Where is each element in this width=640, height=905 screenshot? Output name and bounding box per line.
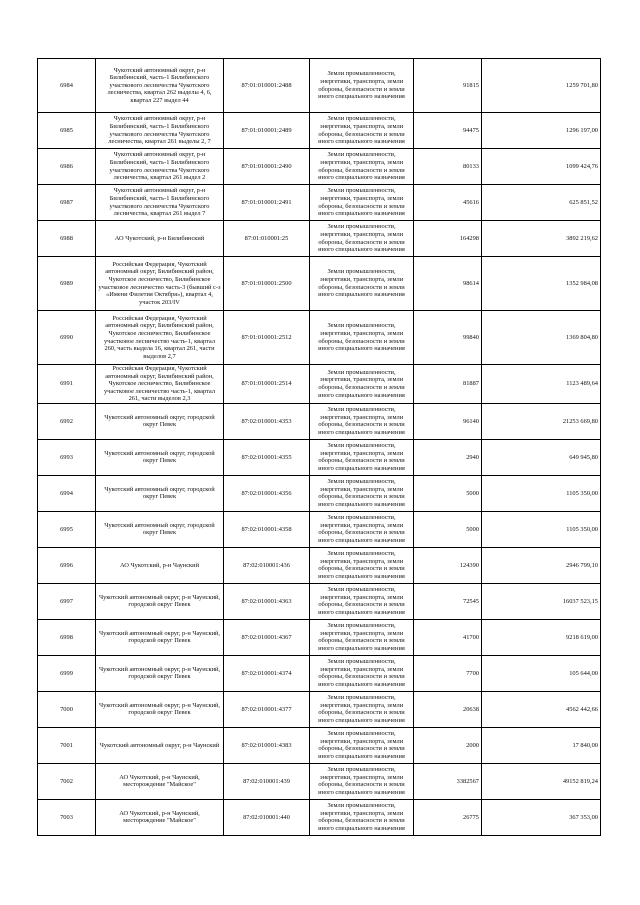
land-category-cell: Земли промышленности, энергетики, транспорта, земли обороны, безопасности и земли иного специального назначения — [310, 799, 414, 835]
area-cell: 99840 — [414, 311, 482, 365]
location-cell: Чукотский автономный округ, р-н Чаунский, городской округ Певек — [96, 691, 224, 727]
land-category-cell: Земли промышленности, энергетики, транспорта, земли обороны, безопасности и земли иного специального назначения — [310, 655, 414, 691]
table-row — [38, 257, 601, 311]
area-cell: 3382567 — [414, 763, 482, 799]
cadastral-number-cell: 87:02:010001:4363 — [224, 583, 310, 619]
cadastral-number-cell: 87:01:010001:2512 — [224, 311, 310, 365]
land-registry-table — [37, 58, 601, 836]
cadastral-value-cell: 1105 350,00 — [482, 511, 601, 547]
record-number-cell: 7001 — [38, 727, 96, 763]
record-number-cell: 7003 — [38, 799, 96, 835]
land-category-cell: Земли промышленности, энергетики, транспорта, земли обороны, безопасности и земли иного специального назначения — [310, 583, 414, 619]
location-cell: Российская Федерация, Чукотский автономный округ, Билибинский район, Чукотское лесничество, Билибинское участковое лесничество часть-3 (бывший с-з «Имени Филетия Октября»), квартал 4, участок 203/IV — [96, 257, 224, 311]
table-row — [38, 221, 601, 257]
table-row — [38, 763, 601, 799]
land-category-cell: Земли промышленности, энергетики, транспорта, земли обороны, безопасности и земли иного специального назначения — [310, 113, 414, 149]
cadastral-value-cell: 2946 799,10 — [482, 547, 601, 583]
area-cell: 5000 — [414, 511, 482, 547]
land-category-cell: Земли промышленности, энергетики, транспорта, земли обороны, безопасности и земли иного специального назначения — [310, 185, 414, 221]
cadastral-number-cell: 87:02:010001:440 — [224, 799, 310, 835]
cadastral-number-cell: 87:01:010001:2514 — [224, 365, 310, 404]
land-category-cell: Земли промышленности, энергетики, транспорта, земли обороны, безопасности и земли иного специального назначения — [310, 619, 414, 655]
location-cell: Чукотский автономный округ, городской округ Певек — [96, 403, 224, 439]
location-cell: АО Чукотский, р-н Чаунский — [96, 547, 224, 583]
land-category-cell: Земли промышленности, энергетики, транспорта, земли обороны, безопасности и земли иного специального назначения — [310, 691, 414, 727]
cadastral-number-cell: 87:02:010001:436 — [224, 547, 310, 583]
record-number-cell: 6998 — [38, 619, 96, 655]
area-cell: 164298 — [414, 221, 482, 257]
cadastral-number-cell: 87:02:010001:4377 — [224, 691, 310, 727]
cadastral-number-cell: 87:02:010001:4383 — [224, 727, 310, 763]
record-number-cell: 6993 — [38, 439, 96, 475]
area-cell: 20638 — [414, 691, 482, 727]
record-number-cell: 7000 — [38, 691, 96, 727]
area-cell: 96140 — [414, 403, 482, 439]
record-number-cell: 6984 — [38, 59, 96, 113]
location-cell: Чукотский автономный округ, городской округ Певек — [96, 511, 224, 547]
record-number-cell: 6992 — [38, 403, 96, 439]
cadastral-number-cell: 87:02:010001:4367 — [224, 619, 310, 655]
land-category-cell: Земли промышленности, энергетики, транспорта, земли обороны, безопасности и земли иного специального назначения — [310, 59, 414, 113]
record-number-cell: 6996 — [38, 547, 96, 583]
table-row — [38, 511, 601, 547]
record-number-cell: 6991 — [38, 365, 96, 404]
cadastral-value-cell: 21253 669,80 — [482, 403, 601, 439]
table-row — [38, 691, 601, 727]
cadastral-value-cell: 1259 701,80 — [482, 59, 601, 113]
record-number-cell: 6985 — [38, 113, 96, 149]
area-cell: 81887 — [414, 365, 482, 404]
table-row — [38, 439, 601, 475]
location-cell: Чукотский автономный округ, р-н Чаунский, городской округ Певек — [96, 583, 224, 619]
area-cell: 7700 — [414, 655, 482, 691]
land-category-cell: Земли промышленности, энергетики, транспорта, земли обороны, безопасности и земли иного специального назначения — [310, 439, 414, 475]
land-category-cell: Земли промышленности, энергетики, транспорта, земли обороны, безопасности и земли иного специального назначения — [310, 475, 414, 511]
location-cell: Чукотский автономный округ, городской округ Певек — [96, 475, 224, 511]
table-row — [38, 311, 601, 365]
area-cell: 41700 — [414, 619, 482, 655]
location-cell: Чукотский автономный округ, р-н Билибинский, часть-1 Билибинского участкового лесничества Чукотского лесничества, квартал 261 выделы 2, 7 — [96, 113, 224, 149]
land-category-cell: Земли промышленности, энергетики, транспорта, земли обороны, безопасности и земли иного специального назначения — [310, 727, 414, 763]
record-number-cell: 6994 — [38, 475, 96, 511]
area-cell: 2940 — [414, 439, 482, 475]
location-cell: АО Чукотский, р-н Билибинский — [96, 221, 224, 257]
cadastral-value-cell: 1352 984,08 — [482, 257, 601, 311]
area-cell: 98614 — [414, 257, 482, 311]
area-cell: 45616 — [414, 185, 482, 221]
record-number-cell: 6997 — [38, 583, 96, 619]
area-cell: 80133 — [414, 149, 482, 185]
table-row — [38, 547, 601, 583]
cadastral-number-cell: 87:02:010001:4353 — [224, 403, 310, 439]
area-cell: 26775 — [414, 799, 482, 835]
cadastral-value-cell: 1105 350,00 — [482, 475, 601, 511]
cadastral-number-cell: 87:01:010001:2488 — [224, 59, 310, 113]
cadastral-value-cell: 9218 619,00 — [482, 619, 601, 655]
table-row — [38, 727, 601, 763]
table-row — [38, 113, 601, 149]
location-cell: Чукотский автономный округ, р-н Чаунский, городской округ Певек — [96, 655, 224, 691]
table-row — [38, 619, 601, 655]
cadastral-number-cell: 87:01:010001:25 — [224, 221, 310, 257]
record-number-cell: 6987 — [38, 185, 96, 221]
record-number-cell: 6990 — [38, 311, 96, 365]
cadastral-value-cell: 16037 523,15 — [482, 583, 601, 619]
area-cell: 72545 — [414, 583, 482, 619]
cadastral-number-cell: 87:02:010001:4356 — [224, 475, 310, 511]
cadastral-value-cell: 17 840,00 — [482, 727, 601, 763]
table-row — [38, 583, 601, 619]
land-category-cell: Земли промышленности, энергетики, транспорта, земли обороны, безопасности и земли иного специального назначения — [310, 763, 414, 799]
area-cell: 5000 — [414, 475, 482, 511]
cadastral-number-cell: 87:01:010001:2491 — [224, 185, 310, 221]
cadastral-value-cell: 3892 219,62 — [482, 221, 601, 257]
area-cell: 124390 — [414, 547, 482, 583]
cadastral-value-cell: 1099 424,76 — [482, 149, 601, 185]
record-number-cell: 6988 — [38, 221, 96, 257]
land-category-cell: Земли промышленности, энергетики, транспорта, земли обороны, безопасности и земли иного специального назначения — [310, 403, 414, 439]
cadastral-number-cell: 87:01:010001:2500 — [224, 257, 310, 311]
record-number-cell: 6986 — [38, 149, 96, 185]
land-category-cell: Земли промышленности, энергетики, транспорта, земли обороны, безопасности и земли иного специального назначения — [310, 365, 414, 404]
record-number-cell: 7002 — [38, 763, 96, 799]
area-cell: 91815 — [414, 59, 482, 113]
cadastral-value-cell: 649 945,80 — [482, 439, 601, 475]
location-cell: Чукотский автономный округ, р-н Чаунский — [96, 727, 224, 763]
land-category-cell: Земли промышленности, энергетики, транспорта, земли обороны, безопасности и земли иного специального назначения — [310, 221, 414, 257]
record-number-cell: 6995 — [38, 511, 96, 547]
table-row — [38, 475, 601, 511]
land-category-cell: Земли промышленности, энергетики, транспорта, земли обороны, безопасности и земли иного специального назначения — [310, 547, 414, 583]
land-category-cell: Земли промышленности, энергетики, транспорта, земли обороны, безопасности и земли иного специального назначения — [310, 149, 414, 185]
land-category-cell: Земли промышленности, энергетики, транспорта, земли обороны, безопасности и земли иного специального назначения — [310, 311, 414, 365]
area-cell: 2000 — [414, 727, 482, 763]
table-row — [38, 655, 601, 691]
table-body — [38, 59, 601, 836]
cadastral-value-cell: 1296 197,00 — [482, 113, 601, 149]
cadastral-value-cell: 625 851,52 — [482, 185, 601, 221]
record-number-cell: 6989 — [38, 257, 96, 311]
table-row — [38, 799, 601, 835]
cadastral-value-cell: 4562 442,66 — [482, 691, 601, 727]
table-row — [38, 403, 601, 439]
cadastral-number-cell: 87:02:010001:439 — [224, 763, 310, 799]
location-cell: АО Чукотский, р-н Чаунский, месторождение "Майское" — [96, 763, 224, 799]
cadastral-value-cell: 1369 804,80 — [482, 311, 601, 365]
cadastral-number-cell: 87:01:010001:2490 — [224, 149, 310, 185]
table-row — [38, 149, 601, 185]
cadastral-number-cell: 87:02:010001:4355 — [224, 439, 310, 475]
table-row — [38, 59, 601, 113]
location-cell: Чукотский автономный округ, р-н Билибинский, часть-1 Билибинского участкового лесничества Чукотского лесничества, квартал 261 выдел 7 — [96, 185, 224, 221]
table-row — [38, 365, 601, 404]
location-cell: Российская Федерация, Чукотский автономный округ, Билибинский район, Чукотское лесничество, Билибинское участковое лесничество часть-1, квартал 261, части выделов 2,3 — [96, 365, 224, 404]
area-cell: 94475 — [414, 113, 482, 149]
location-cell: Чукотский автономный округ, р-н Билибинский, часть-1 Билибинского участкового лесничества Чукотского лесничества, квартал 262 выделы 4, 6, квартал 227 выдел 44 — [96, 59, 224, 113]
cadastral-value-cell: 367 353,00 — [482, 799, 601, 835]
cadastral-number-cell: 87:02:010001:4374 — [224, 655, 310, 691]
land-category-cell: Земли промышленности, энергетики, транспорта, земли обороны, безопасности и земли иного специального назначения — [310, 511, 414, 547]
location-cell: Российская Федерация, Чукотский автономный округ, Билибинский район, Чукотское лесничество, Билибинское участковое лесничество часть-1, квартал 260, часть выдела 16, квартал 261, части выделов 2,7 — [96, 311, 224, 365]
location-cell: Чукотский автономный округ, р-н Чаунский, городской округ Певек — [96, 619, 224, 655]
cadastral-value-cell: 49152 819,24 — [482, 763, 601, 799]
location-cell: АО Чукотский, р-н Чаунский, месторождение "Майское" — [96, 799, 224, 835]
record-number-cell: 6999 — [38, 655, 96, 691]
cadastral-number-cell: 87:01:010001:2489 — [224, 113, 310, 149]
cadastral-value-cell: 105 644,00 — [482, 655, 601, 691]
location-cell: Чукотский автономный округ, р-н Билибинский, часть-1 Билибинского участкового лесничества Чукотского лесничества, квартал 261 выдел 2 — [96, 149, 224, 185]
land-category-cell: Земли промышленности, энергетики, транспорта, земли обороны, безопасности и земли иного специального назначения — [310, 257, 414, 311]
cadastral-value-cell: 1123 489,64 — [482, 365, 601, 404]
table-row — [38, 185, 601, 221]
location-cell: Чукотский автономный округ, городской округ Певек — [96, 439, 224, 475]
cadastral-number-cell: 87:02:010001:4358 — [224, 511, 310, 547]
